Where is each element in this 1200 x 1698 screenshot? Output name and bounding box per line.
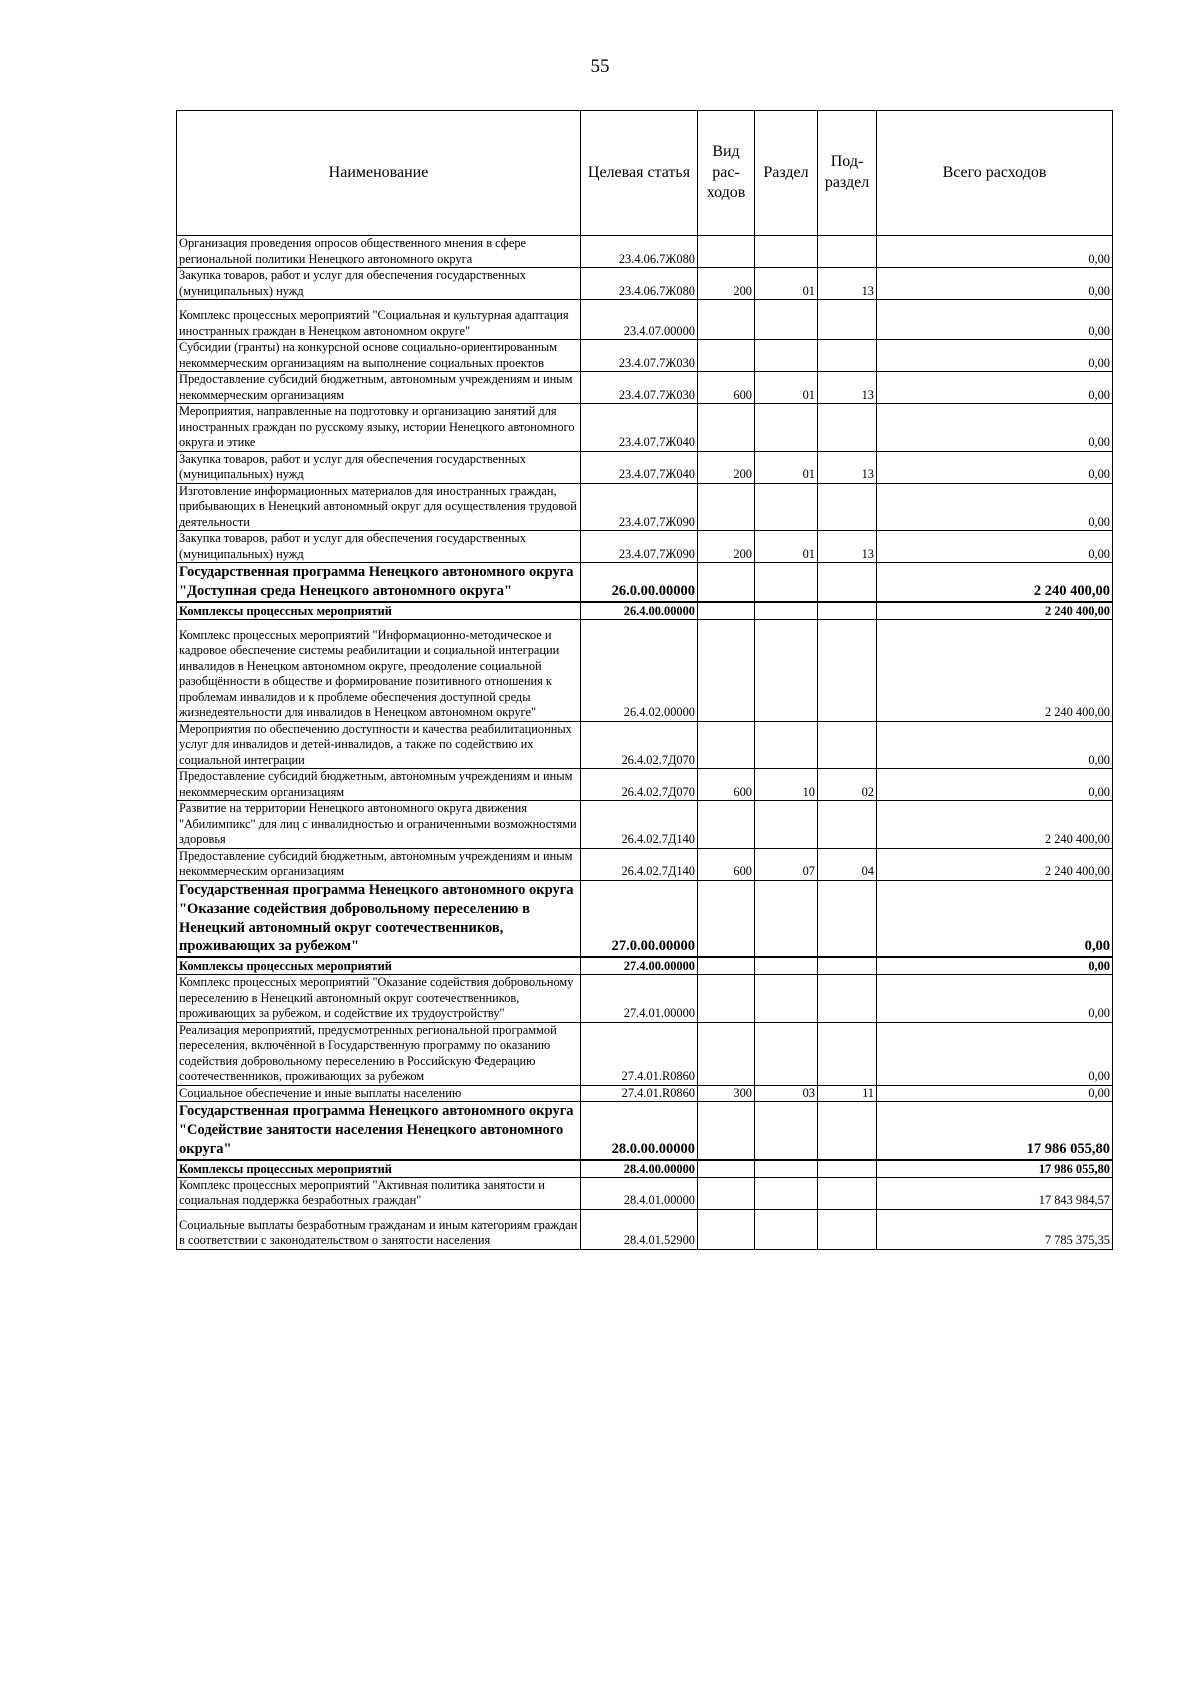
row-expense-type [698,1022,755,1085]
table-row [177,1022,1113,1085]
row-total: 2 240 400,00 [877,619,1113,721]
row-subsection [818,619,877,721]
row-name: Государственная программа Ненецкого автономного округа "Доступная среда Ненецкого автономного округа" [177,563,581,602]
table-row [177,801,1113,849]
row-section: 01 [755,372,818,404]
row-section [755,483,818,531]
header-name: Наименование [177,111,581,236]
row-expense-type [698,619,755,721]
row-expense-type [698,957,755,975]
row-subsection [818,975,877,1023]
row-expense-type: 600 [698,372,755,404]
row-total: 0,00 [877,531,1113,563]
row-total: 7 785 375,35 [877,1209,1113,1249]
row-section [755,957,818,975]
row-target-article: 23.4.07.7Ж090 [581,531,698,563]
table-row [177,236,1113,268]
row-subsection: 11 [818,1085,877,1102]
row-total: 0,00 [877,268,1113,300]
row-total: 0,00 [877,1022,1113,1085]
table-row [177,300,1113,340]
row-total: 0,00 [877,404,1113,452]
row-total: 17 986 055,80 [877,1102,1113,1160]
row-subsection [818,1177,877,1209]
table-row-subtotal [177,957,1113,975]
row-total: 2 240 400,00 [877,602,1113,620]
row-subsection: 13 [818,531,877,563]
row-subsection [818,1022,877,1085]
row-total: 0,00 [877,483,1113,531]
row-name: Реализация мероприятий, предусмотренных региональной программой переселения, включённой в Государственную программу по оказанию содействия добровольному переселению в Российскую Федерацию соотечественников, проживающих за рубежом [177,1022,581,1085]
row-expense-type [698,483,755,531]
table-row-program [177,1102,1113,1160]
row-section [755,619,818,721]
row-name: Комплекс процессных мероприятий "Информационно-методическое и кадровое обеспечение системы реабилитации и социальной интеграции инвалидов в Ненецком автономном округе, преодоление социальной разобщённости в обществе и формирование позитивного отношения к проблемам инвалидов и к проблеме обеспечения доступной среды жизнедеятельности для инвалидов в Ненецком автономном округе" [177,619,581,721]
row-target-article: 26.4.02.7Д070 [581,721,698,769]
row-expense-type [698,721,755,769]
row-total: 2 240 400,00 [877,563,1113,602]
row-target-article: 23.4.06.7Ж080 [581,268,698,300]
row-section [755,1177,818,1209]
row-subsection [818,483,877,531]
row-name: Мероприятия по обеспечению доступности и качества реабилитационных услуг для инвалидов и детей-инвалидов, а также по содействию их социальной интеграции [177,721,581,769]
row-expense-type: 300 [698,1085,755,1102]
row-subsection [818,1102,877,1160]
header-target-article: Целевая статья [581,111,698,236]
row-target-article: 26.0.00.00000 [581,563,698,602]
row-target-article: 26.4.02.7Д140 [581,801,698,849]
row-name: Комплекс процессных мероприятий "Оказание содействия добровольному переселению в Ненецкий автономный округ соотечественников, проживающих за рубежом, и содействие их трудоустройству" [177,975,581,1023]
row-section: 01 [755,268,818,300]
header-total: Всего расходов [877,111,1113,236]
row-name: Предоставление субсидий бюджетным, автономным учреждениям и иным некоммерческим организациям [177,372,581,404]
row-section [755,880,818,957]
row-subsection [818,340,877,372]
row-target-article: 23.4.06.7Ж080 [581,236,698,268]
row-target-article: 23.4.07.7Ж040 [581,404,698,452]
row-subsection [818,1209,877,1249]
row-subsection [818,721,877,769]
row-name: Комплексы процессных мероприятий [177,1160,581,1178]
row-total: 0,00 [877,769,1113,801]
row-expense-type: 200 [698,268,755,300]
row-section: 07 [755,848,818,880]
row-expense-type [698,602,755,620]
row-target-article: 23.4.07.7Ж030 [581,372,698,404]
row-expense-type [698,1177,755,1209]
row-expense-type [698,236,755,268]
row-target-article: 26.4.00.00000 [581,602,698,620]
row-expense-type [698,300,755,340]
row-name: Мероприятия, направленные на подготовку и организацию занятий для иностранных граждан по русскому языку, истории Ненецкого автономного округа и этике [177,404,581,452]
row-name: Развитие на территории Ненецкого автономного округа движения "Абилимпикс" для лиц с инвалидностью и ограниченными возможностями здоровья [177,801,581,849]
row-target-article: 28.4.01.52900 [581,1209,698,1249]
row-subsection [818,957,877,975]
table-row-subtotal [177,602,1113,620]
table-row [177,721,1113,769]
row-subsection: 13 [818,268,877,300]
row-subsection [818,236,877,268]
row-total: 0,00 [877,721,1113,769]
table-row [177,451,1113,483]
row-subsection [818,404,877,452]
row-subsection [818,1160,877,1178]
row-target-article: 27.4.01.00000 [581,975,698,1023]
row-total: 0,00 [877,300,1113,340]
row-target-article: 28.4.01.00000 [581,1177,698,1209]
row-subsection [818,300,877,340]
header-subsection: Под- раздел [818,111,877,236]
table-header-row [177,111,1113,236]
table-row [177,769,1113,801]
row-section [755,1022,818,1085]
row-section [755,300,818,340]
table-row [177,1177,1113,1209]
table-row [177,404,1113,452]
row-total: 0,00 [877,957,1113,975]
row-target-article: 28.4.00.00000 [581,1160,698,1178]
row-total: 0,00 [877,880,1113,957]
row-subsection [818,563,877,602]
row-total: 0,00 [877,236,1113,268]
row-section [755,801,818,849]
table-row [177,340,1113,372]
row-total: 0,00 [877,451,1113,483]
row-subsection: 13 [818,372,877,404]
row-name: Изготовление информационных материалов для иностранных граждан, прибывающих в Ненецкий автономный округ для осуществления трудовой деятельности [177,483,581,531]
row-target-article: 26.4.02.7Д070 [581,769,698,801]
row-total: 0,00 [877,340,1113,372]
row-section [755,340,818,372]
row-subsection: 04 [818,848,877,880]
row-name: Социальное обеспечение и иные выплаты населению [177,1085,581,1102]
table-row [177,1085,1113,1102]
row-target-article: 23.4.07.7Ж030 [581,340,698,372]
row-section [755,1102,818,1160]
row-total: 2 240 400,00 [877,848,1113,880]
row-section: 10 [755,769,818,801]
row-expense-type [698,975,755,1023]
page-number: 55 [590,56,610,77]
row-subsection: 02 [818,769,877,801]
row-expense-type [698,801,755,849]
row-name: Комплекс процессных мероприятий "Социальная и культурная адаптация иностранных граждан в Ненецком автономном округе" [177,300,581,340]
row-expense-type [698,1102,755,1160]
row-section [755,404,818,452]
row-name: Комплексы процессных мероприятий [177,957,581,975]
table-row [177,372,1113,404]
row-total: 2 240 400,00 [877,801,1113,849]
row-target-article: 27.4.00.00000 [581,957,698,975]
row-expense-type: 600 [698,848,755,880]
row-total: 0,00 [877,372,1113,404]
row-expense-type: 200 [698,531,755,563]
table-row-program [177,563,1113,602]
row-target-article: 28.0.00.00000 [581,1102,698,1160]
row-section [755,1160,818,1178]
row-target-article: 23.4.07.7Ж090 [581,483,698,531]
table-row [177,975,1113,1023]
row-target-article: 26.4.02.7Д140 [581,848,698,880]
table-row [177,619,1113,721]
row-expense-type [698,340,755,372]
row-section [755,563,818,602]
table-row [177,848,1113,880]
row-name: Организация проведения опросов общественного мнения в сфере региональной политики Ненецкого автономного округа [177,236,581,268]
row-total: 0,00 [877,975,1113,1023]
table-row [177,1209,1113,1249]
row-total: 17 843 984,57 [877,1177,1113,1209]
row-name: Закупка товаров, работ и услуг для обеспечения государственных (муниципальных) нужд [177,531,581,563]
row-target-article: 23.4.07.00000 [581,300,698,340]
row-expense-type [698,880,755,957]
row-name: Комплексы процессных мероприятий [177,602,581,620]
row-name: Предоставление субсидий бюджетным, автономным учреждениям и иным некоммерческим организациям [177,769,581,801]
row-section: 01 [755,451,818,483]
row-total: 0,00 [877,1085,1113,1102]
row-name: Государственная программа Ненецкого автономного округа "Содействие занятости населения Ненецкого автономного округа" [177,1102,581,1160]
row-section [755,602,818,620]
table-row [177,268,1113,300]
row-name: Предоставление субсидий бюджетным, автономным учреждениям и иным некоммерческим организациям [177,848,581,880]
row-total: 17 986 055,80 [877,1160,1113,1178]
budget-table [176,110,1113,1250]
row-expense-type [698,1160,755,1178]
row-target-article: 27.4.01.R0860 [581,1085,698,1102]
row-section: 01 [755,531,818,563]
row-target-article: 27.4.01.R0860 [581,1022,698,1085]
table-row-subtotal [177,1160,1113,1178]
header-section: Раздел [755,111,818,236]
row-section [755,1209,818,1249]
table-body [177,236,1113,1250]
row-subsection: 13 [818,451,877,483]
row-name: Закупка товаров, работ и услуг для обеспечения государственных (муниципальных) нужд [177,451,581,483]
row-expense-type: 600 [698,769,755,801]
table-row [177,483,1113,531]
header-expense-type: Вид рас- ходов [698,111,755,236]
row-target-article: 26.4.02.00000 [581,619,698,721]
row-expense-type [698,563,755,602]
row-name: Субсидии (гранты) на конкурсной основе социально-ориентированным некоммерческим организациям на выполнение социальных проектов [177,340,581,372]
row-section [755,721,818,769]
row-target-article: 23.4.07.7Ж040 [581,451,698,483]
row-expense-type [698,404,755,452]
row-name: Государственная программа Ненецкого автономного округа "Оказание содействия добровольному переселению в Ненецкий автономный округ соотечественников, проживающих за рубежом" [177,880,581,957]
row-target-article: 27.0.00.00000 [581,880,698,957]
row-expense-type: 200 [698,451,755,483]
row-expense-type [698,1209,755,1249]
row-section [755,236,818,268]
row-subsection [818,801,877,849]
row-section [755,975,818,1023]
row-section: 03 [755,1085,818,1102]
row-name: Комплекс процессных мероприятий "Активная политика занятости и социальная поддержка безработных граждан" [177,1177,581,1209]
row-name: Закупка товаров, работ и услуг для обеспечения государственных (муниципальных) нужд [177,268,581,300]
row-subsection [818,880,877,957]
row-name: Социальные выплаты безработным гражданам и иным категориям граждан в соответствии с законодательством о занятости населения [177,1209,581,1249]
row-subsection [818,602,877,620]
table-row-program [177,880,1113,957]
table-row [177,531,1113,563]
